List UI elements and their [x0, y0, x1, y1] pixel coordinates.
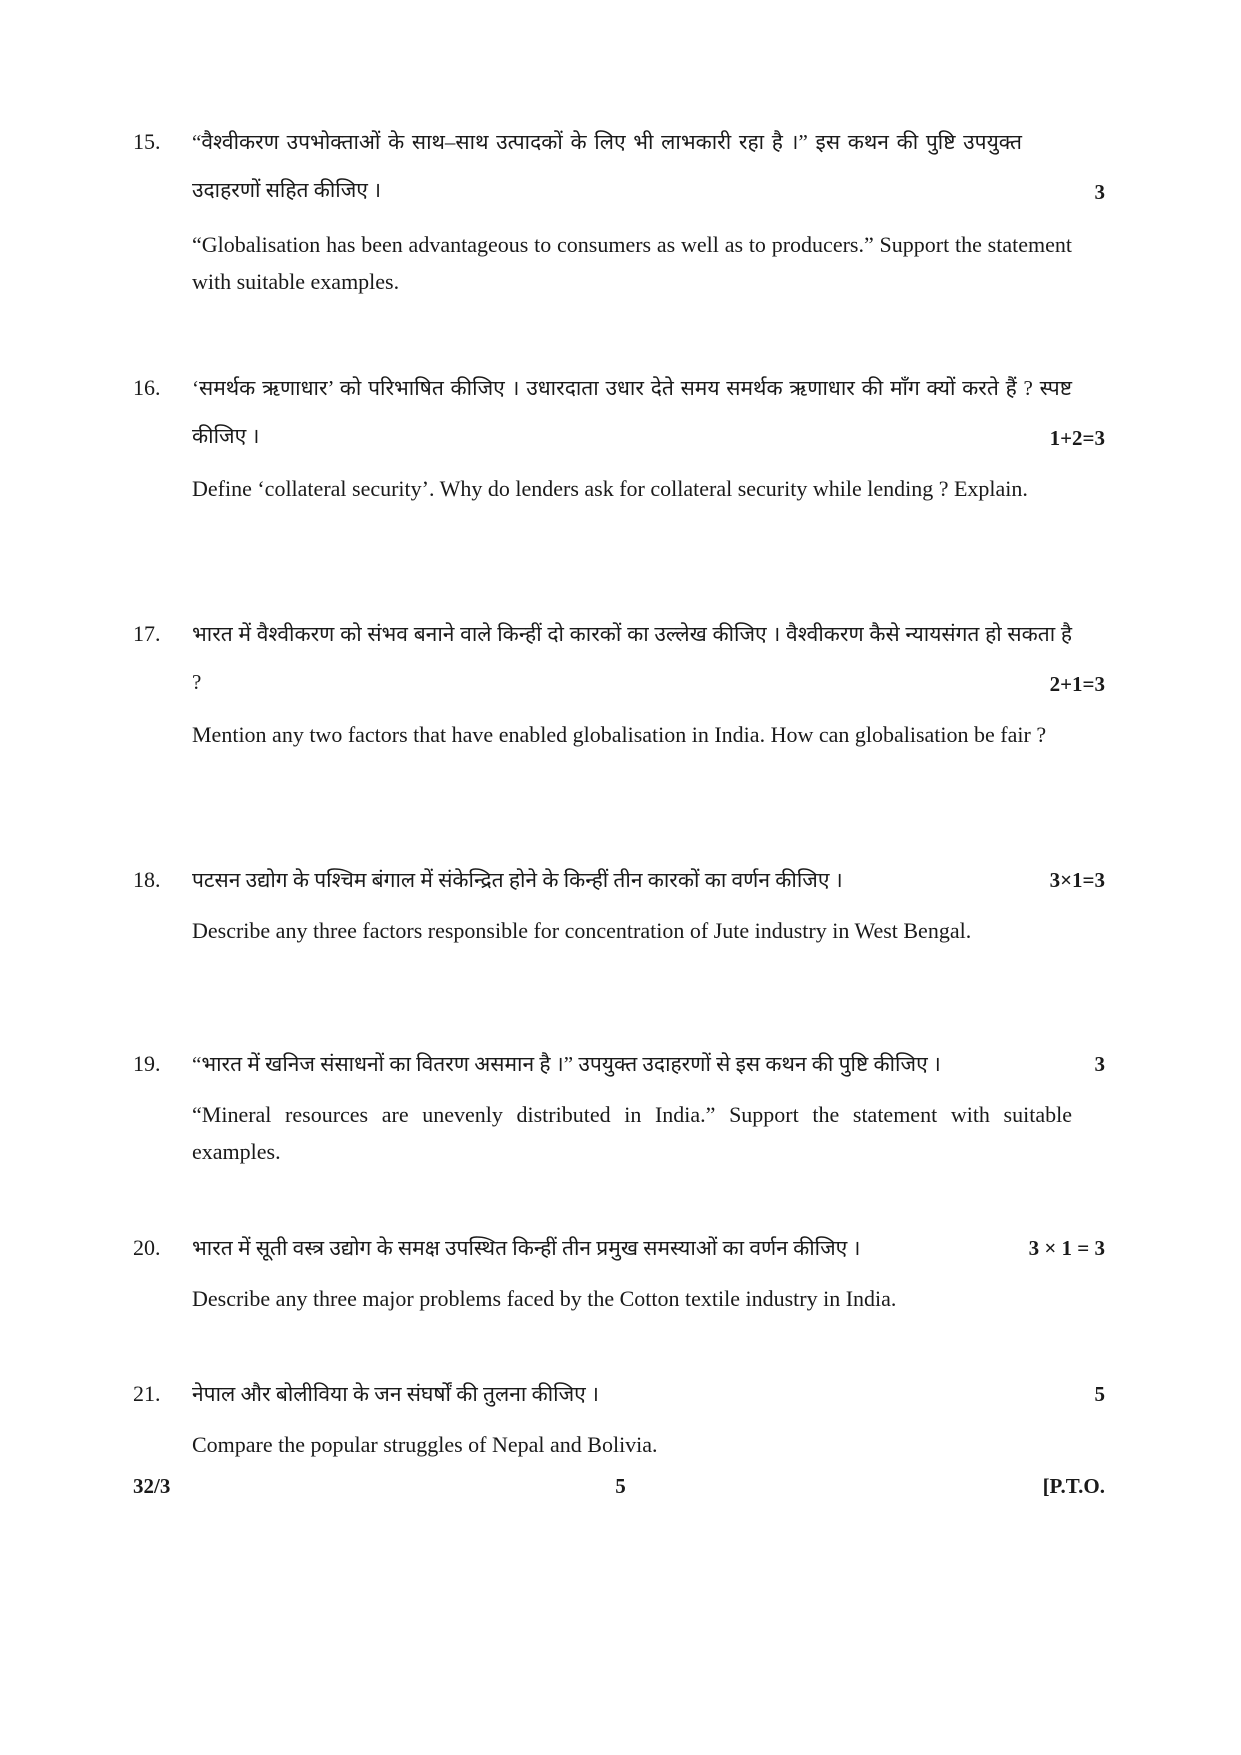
question-hindi-text: भारत में वैश्वीकरण को संभव बनाने वाले किन्हीं दो कारकों का उल्लेख कीजिए । वैश्वीकरण कैसे न्यायसंगत हो सकता है ? [192, 622, 1072, 694]
question-number: 18. [133, 867, 161, 892]
question-hindi-text: “वैश्वीकरण उपभोक्ताओं के साथ–साथ उत्पादकों के लिए भी लाभकारी रहा है ।” इस कथन की पुष्टि उपयुक्त उदाहरणों सहित कीजिए । [192, 130, 1022, 202]
question-hindi-text: “भारत में खनिज संसाधनों का वितरण असमान है ।” उपयुक्त उदाहरणों से इस कथन की पुष्टि कीजिए । [192, 1052, 941, 1076]
question-marks: 2+1=3 [1049, 672, 1105, 696]
question-hindi-text: पटसन उद्योग के पश्चिम बंगाल में संकेन्द्रित होने के किन्हीं तीन कारकों का वर्णन कीजिए । [192, 868, 843, 892]
question-marks: 3 [1094, 180, 1105, 204]
question-marks: 3 × 1 = 3 [1028, 1236, 1105, 1260]
question-english-text: “Mineral resources are unevenly distributed in India.” Support the statement with suitable examples. [192, 1102, 1072, 1164]
paper-code: 32/3 [133, 1474, 171, 1498]
question-english-text: Describe any three major problems faced by the Cotton textile industry in India. [192, 1286, 897, 1311]
page-number: 5 [615, 1474, 626, 1498]
question-number: 17. [133, 621, 161, 646]
question-number: 21. [133, 1381, 161, 1406]
question-marks: 5 [1094, 1382, 1105, 1406]
question-hindi-text: भारत में सूती वस्त्र उद्योग के समक्ष उपस्थित किन्हीं तीन प्रमुख समस्याओं का वर्णन कीजिए । [192, 1236, 861, 1260]
question-number: 15. [133, 129, 161, 154]
question-english-text: Mention any two factors that have enabled globalisation in India. How can globalisation be fair ? [192, 722, 1047, 747]
question-marks: 3×1=3 [1049, 868, 1105, 892]
question-english-text: Compare the popular struggles of Nepal and Bolivia. [192, 1432, 658, 1457]
question-number: 20. [133, 1235, 161, 1260]
question-hindi-text: नेपाल और बोलीविया के जन संघर्षों की तुलना कीजिए । [192, 1382, 599, 1406]
question-hindi-text: ‘समर्थक ऋणाधार’ को परिभाषित कीजिए । उधारदाता उधार देते समय समर्थक ऋणाधार की माँग क्यों करते हैं ? स्पष्ट कीजिए । [192, 376, 1072, 448]
question-english-text: “Globalisation has been advantageous to consumers as well as to producers.” Support the statement with suitable examples. [192, 232, 1072, 294]
question-number: 16. [133, 375, 161, 400]
please-turn-over-label: [P.T.O. [1042, 1474, 1105, 1498]
question-marks: 1+2=3 [1049, 426, 1105, 450]
question-english-text: Describe any three factors responsible for concentration of Jute industry in West Bengal. [192, 918, 972, 943]
question-number: 19. [133, 1051, 161, 1076]
question-marks: 3 [1094, 1052, 1105, 1076]
question-english-text: Define ‘collateral security’. Why do lenders ask for collateral security while lending ? Explain. [192, 476, 1028, 501]
